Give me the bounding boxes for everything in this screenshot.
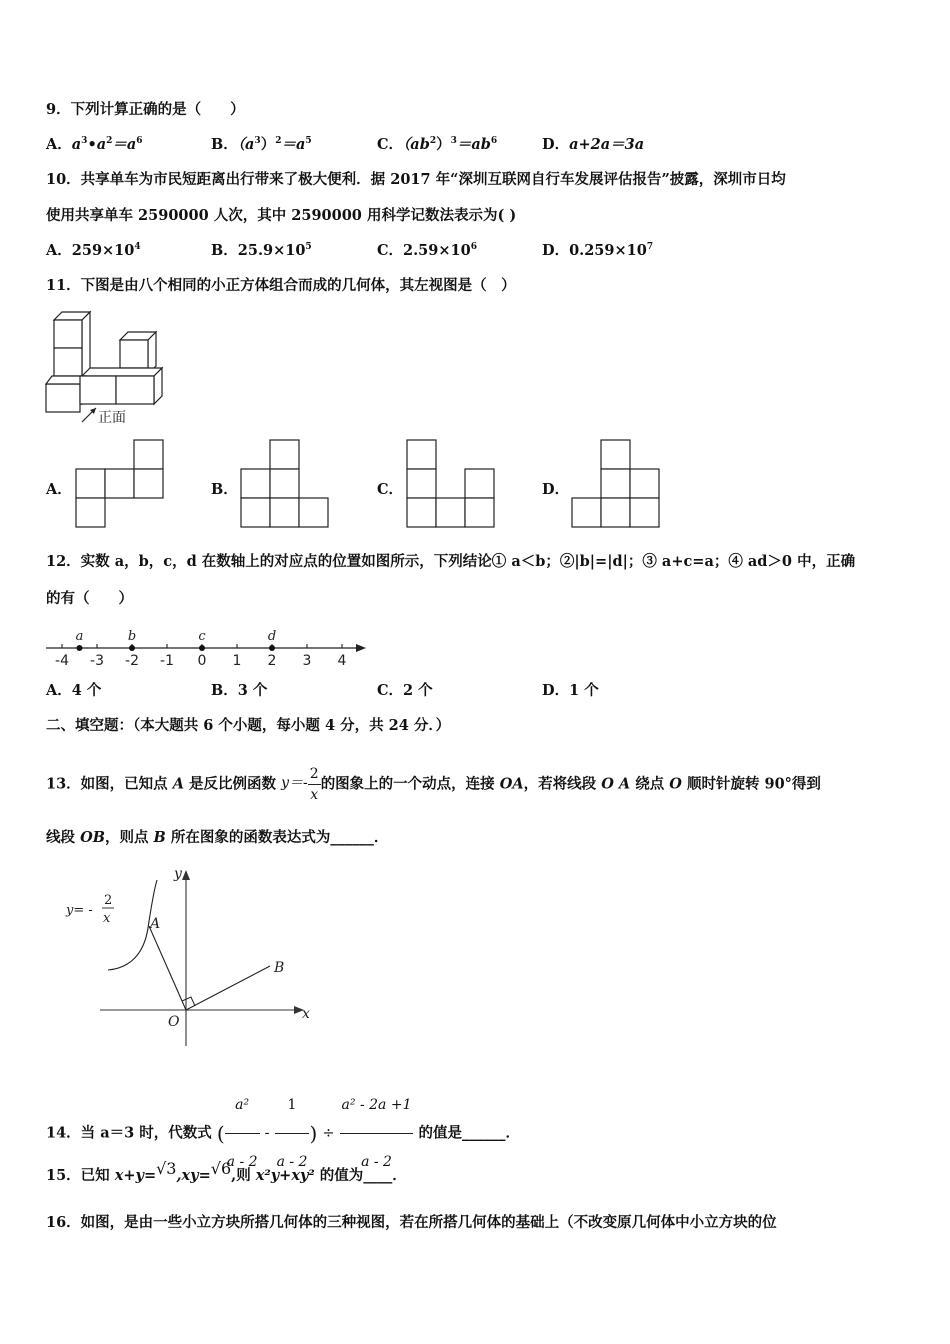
curve-label-num: 2 xyxy=(104,893,113,908)
tick-label: 4 xyxy=(337,653,347,669)
q10-option-d: D．$0.259\times 10^7$ xyxy=(542,242,654,259)
q12-option-a: A．4 个 xyxy=(46,682,102,699)
q11-option-a-label: A． xyxy=(46,481,72,498)
tick-label: -4 xyxy=(55,653,69,669)
x-axis-label: x xyxy=(302,1006,310,1022)
q9-stem: 9．下列计算正确的是（ ） xyxy=(46,101,245,118)
q12-option-d: D．1 个 xyxy=(542,682,599,699)
front-label: 正面 xyxy=(98,410,126,426)
point-label-b: b xyxy=(127,629,137,644)
point-c xyxy=(199,645,205,651)
q11-option-b-view xyxy=(237,438,333,530)
point-a xyxy=(77,645,83,651)
q11-option-a-view xyxy=(72,438,168,530)
origin-label: O xyxy=(168,1014,180,1030)
point-a-label: A xyxy=(150,916,161,932)
point-label-d: d xyxy=(267,629,277,644)
curve-label-den: x xyxy=(103,911,111,926)
q12-option-c: C．2 个 xyxy=(377,682,433,699)
q14-fraction-2: $\frac{1}{a - 2}$ xyxy=(275,1077,310,1190)
curve-label: y= - xyxy=(66,903,93,918)
q9-option-b: B．$(a^3)^2=a^5$ xyxy=(211,136,312,153)
q10-option-a: A．$259\times 10^4$ xyxy=(46,242,141,259)
q14-line: 14．当 a＝3 时，代数式 ( $\frac{\text{a²}}{a - 2}$ - $\frac{1}{a - 2}$ ) ÷ $\frac{\text{a² - 2a +1}}{a - 2}$ 的值是______． xyxy=(46,1077,520,1190)
segment-oa xyxy=(149,926,186,1010)
q16-line1: 16．如图，是由一些小立方块所搭几何体的三种视图，若在所搭几何体的基础上（不改变原几何体中小立方块的位 xyxy=(46,1214,777,1231)
tick-label: 2 xyxy=(267,653,277,669)
tick-label: 3 xyxy=(302,653,312,669)
q11-stem: 11．下图是由八个相同的小正方体组合而成的几何体，其左视图是（ ） xyxy=(46,277,516,294)
q13-func-fraction: $\frac{2}{x}$ xyxy=(309,766,319,803)
y-axis-arrow-icon xyxy=(182,870,190,880)
q11-option-c-label: C． xyxy=(377,481,404,498)
tick-label: -3 xyxy=(90,653,104,669)
q13-line2: 线段 OB，则点 B 所在图象的函数表达式为______． xyxy=(46,829,389,846)
point-label-a: a xyxy=(75,629,84,644)
q10-option-c: C．$2.59\times 10^6$ xyxy=(377,242,477,259)
point-label-c: c xyxy=(198,629,206,644)
q10-line2: 使用共享单车 2590000 人次，其中 2590000 用科学记数法表示为( ) xyxy=(46,207,517,224)
q14-fraction-3: $\frac{\text{a² - 2a +1}}{a - 2}$ xyxy=(340,1077,414,1190)
q13-line1: 13．如图，已知点 A 是反比例函数 y＝- $\frac{2}{x}$ 的图象上的一个动点，连接 OA，若将线段 O A 绕点 O 顺时针旋转 90°得到 xyxy=(46,766,821,803)
q9-option-d: D．a+2a＝3a xyxy=(542,136,645,153)
q10-line1: 10．共享单车为市民短距离出行带来了极大便利．据 2017 年“深圳互联网自行车发展评估报告”披露，深圳市日均 xyxy=(46,171,786,188)
q14-open-paren: ( xyxy=(216,1121,225,1146)
point-b xyxy=(129,645,135,651)
y-axis-label: y xyxy=(174,866,182,882)
number-line-arrow-icon xyxy=(356,644,366,652)
point-b-label: B xyxy=(274,960,285,976)
section2-heading: 二、填空题：（本大题共 6 个小题，每小题 4 分，共 24 分．） xyxy=(46,717,451,734)
q11-option-d-view xyxy=(568,438,664,530)
q11-solid-figure xyxy=(42,310,182,430)
q11-option-b-label: B． xyxy=(211,481,238,498)
q13-graph xyxy=(60,862,320,1052)
point-d xyxy=(269,645,275,651)
q12-line2: 的有（ ） xyxy=(46,590,133,607)
tick-label: -1 xyxy=(160,653,174,669)
q9-option-c: C．$(ab^2)^3=ab^6$ xyxy=(377,136,498,153)
sqrt6: √6 xyxy=(210,1159,232,1178)
tick-label: 1 xyxy=(232,653,242,669)
q12-number-line xyxy=(42,618,372,670)
tick-label: 0 xyxy=(197,653,207,669)
q11-option-d-label: D． xyxy=(542,481,570,498)
sqrt3: √3 xyxy=(156,1159,177,1178)
q14-close-paren: ) xyxy=(309,1121,318,1146)
q9-option-a: A．$a^3•a^2=a^6$ xyxy=(46,136,143,153)
q11-option-c-view xyxy=(403,438,499,530)
segment-ob xyxy=(186,966,270,1010)
q15-line: 15．已知 x+y=√3,xy=√6,则 x²y+xy² 的值为____． xyxy=(46,1159,407,1184)
q10-option-b: B．$25.9\times 10^5$ xyxy=(211,242,312,259)
q14-fraction-1: $\frac{\text{a²}}{a - 2}$ xyxy=(225,1077,260,1190)
q12-line1: 12．实数 a，b，c，d 在数轴上的对应点的位置如图所示，下列结论① a＜b；②|b|=|d|；③ a+c=a；④ ad＞0 中，正确 xyxy=(46,553,856,570)
tick-label: -2 xyxy=(125,653,139,669)
q12-option-b: B．3 个 xyxy=(211,682,268,699)
